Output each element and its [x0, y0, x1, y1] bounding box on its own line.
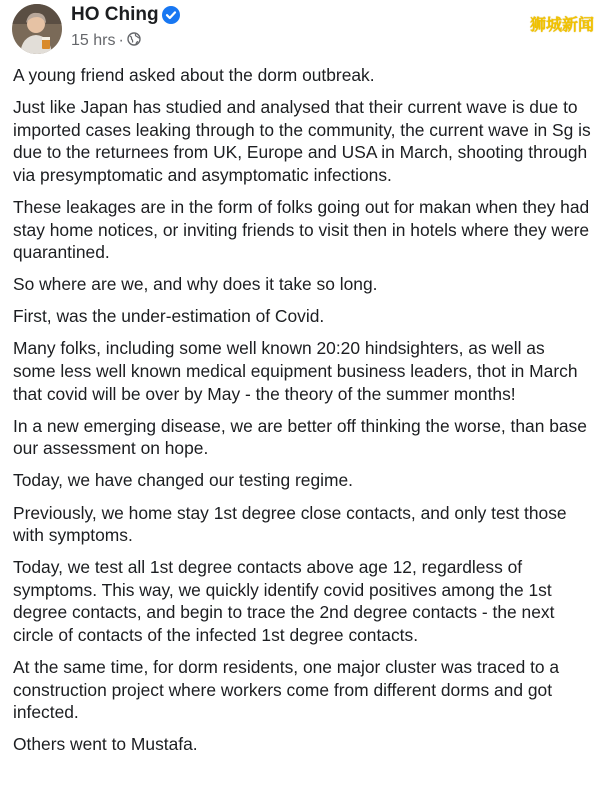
- post-header: [0, 0, 600, 62]
- post-paragraph: Today, we have changed our testing regime.: [13, 470, 353, 491]
- verified-badge-icon: [162, 6, 180, 24]
- post-paragraph: Today, we test all 1st degree contacts above age 12, regardless of symptoms. This way, we quickly identify covid positives among the 1st degree contacts, and begin to trace the 2nd degree contacts - the next circle of contacts of the infected 1st degree contacts.: [13, 557, 555, 645]
- post-meta: [71, 32, 141, 52]
- post-paragraph: Many folks, including some well known 20:20 hindsighters, as well as some less well known medical equipment business leaders, thot in March that covid will be over by May - the theory of the summer months!: [13, 338, 578, 404]
- author-name[interactable]: HO Ching: [71, 4, 159, 25]
- post-paragraph: Previously, we home stay 1st degree close contacts, and only test those with symptoms.: [13, 502, 567, 546]
- post-timestamp[interactable]: 15 hrs: [71, 32, 116, 49]
- watermark-logo: 狮城新闻: [529, 15, 594, 34]
- post-paragraph: Others went to Mustafa.: [13, 734, 198, 755]
- post-paragraph: A young friend asked about the dorm outbreak.: [13, 65, 375, 85]
- meta-separator: ·: [118, 32, 124, 49]
- avatar-image: [12, 4, 62, 54]
- avatar[interactable]: [12, 4, 62, 54]
- post-paragraph: These leakages are in the form of folks going out for makan when they had stay home notices, or inviting friends to visit then in hotels where they were quarantined.: [13, 196, 590, 263]
- post-paragraph: In a new emerging disease, we are better off thinking the worse, than base our assessment on hope.: [13, 415, 587, 459]
- post-body: [13, 64, 591, 765]
- post-paragraph: At the same time, for dorm residents, one major cluster was traced to a construction project where workers come from different dorms and got infected.: [13, 657, 560, 723]
- globe-icon[interactable]: [127, 32, 141, 46]
- post-paragraph: Just like Japan has studied and analysed that their current wave is due to imported cases leaking through to the community, the current wave in Sg is due to the returnees from UK, Europe and USA in March, shooting through via presymptomatic and asymptomatic infections.: [13, 97, 591, 185]
- post-paragraph: So where are we, and why does it take so long.: [13, 274, 378, 295]
- post-paragraph: First, was the under-estimation of Covid.: [13, 306, 325, 327]
